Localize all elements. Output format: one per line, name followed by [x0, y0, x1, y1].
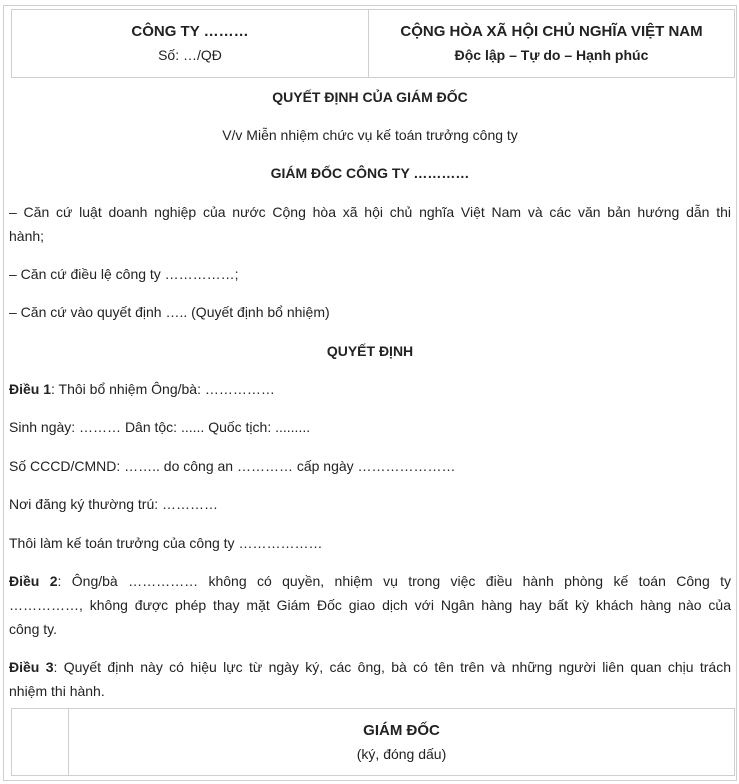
decision-number: Số: …/QĐ [158, 47, 222, 63]
director-company: GIÁM ĐỐC CÔNG TY ………… [270, 165, 470, 181]
company-name: CÔNG TY ……… [131, 23, 249, 40]
article-1-residence: Nơi đăng ký thường trú: ………… [9, 496, 219, 512]
ground-1-line-1: – Căn cứ luật doanh nghiệp của nước Cộng hòa xã hội chủ nghĩa Việt Nam và các văn bản hướng dẫn thi [9, 204, 731, 220]
signature-note: (ký, đóng dấu) [356, 746, 447, 762]
ground-2: – Căn cứ điều lệ công ty ……………; [9, 266, 239, 282]
article-2-line-3: công ty. [9, 621, 57, 637]
article-1-birth: Sinh ngày: ……… Dân tộc: ...... Quốc tịch: ......... [9, 419, 311, 435]
ground-3: – Căn cứ vào quyết định ….. (Quyết định bổ nhiệm) [9, 304, 330, 320]
decides-heading: QUYẾT ĐỊNH [326, 343, 414, 359]
article-1 [9, 378, 731, 401]
article-3-line-2: nhiệm thi hành. [9, 683, 105, 699]
article-3-text-1: : Quyết định này có hiệu lực từ ngày ký, các ông, bà có tên trên và những người liên quan chịu trách [53, 659, 731, 675]
article-2-line-1 [9, 570, 731, 593]
article-2-text-1: : Ông/bà …………… không có quyền, nhiệm vụ trong việc điều hành phòng kế toán Công ty [57, 573, 731, 589]
article-3-line-1 [9, 656, 731, 679]
article-2-label: Điều 2 [9, 573, 58, 589]
article-3-label: Điều 3 [9, 659, 54, 675]
article-1-label: Điều 1 [9, 381, 52, 397]
decision-title: QUYẾT ĐỊNH CỦA GIÁM ĐỐC [272, 89, 468, 105]
signature-box [11, 708, 735, 776]
article-2-line-2: ……………, không được phép thay mặt Giám Đốc giao dịch với Ngân hàng hay bất kỳ khách hàng nào của [9, 597, 731, 613]
ground-1-line-2: hành; [9, 228, 45, 244]
signature-title: GIÁM ĐỐC [363, 722, 440, 739]
header-nation-cell [369, 9, 735, 78]
nation-title: CỘNG HÒA XÃ HỘI CHỦ NGHĨA VIỆT NAM [400, 23, 703, 40]
article-1-id: Số CCCD/CMND: …….. do công an ………… cấp ngày ………………… [9, 458, 456, 474]
nation-motto: Độc lập – Tự do – Hạnh phúc [454, 47, 649, 63]
signature-cell [68, 709, 734, 775]
article-1-text: : Thôi bổ nhiệm Ông/bà: …………… [51, 381, 275, 397]
article-1-role: Thôi làm kế toán trưởng của công ty ……………… [9, 535, 323, 551]
header-company-cell [11, 9, 369, 78]
decision-subject: V/v Miễn nhiệm chức vụ kế toán trưởng công ty [222, 127, 518, 143]
